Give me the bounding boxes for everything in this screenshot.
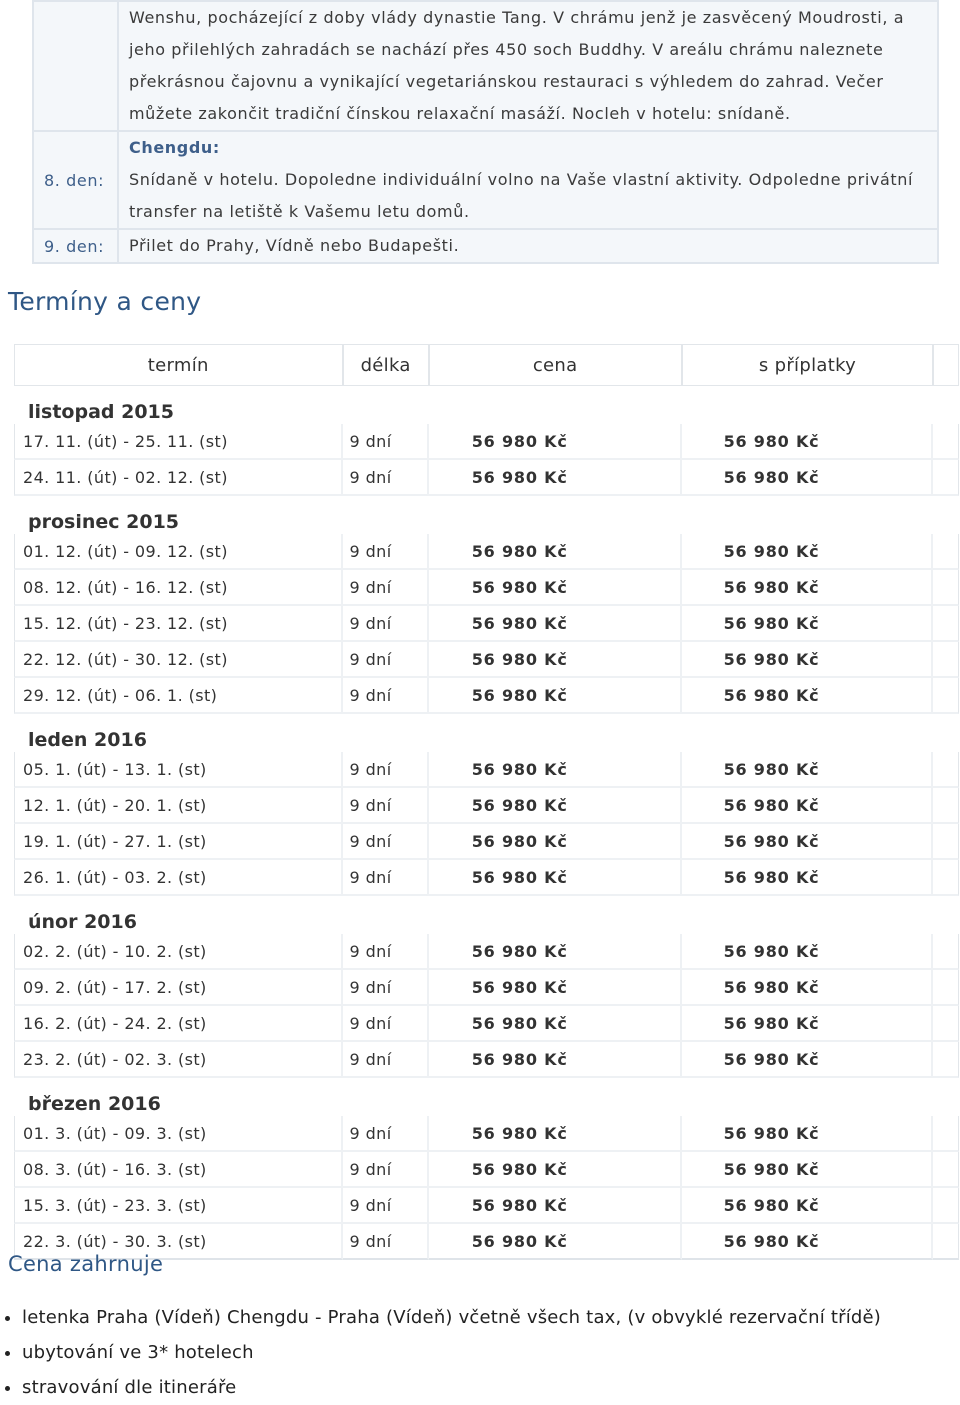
surcharge-cell: 56 980 Kč — [682, 1224, 934, 1260]
surcharge-cell: 56 980 Kč — [682, 460, 934, 496]
spacer-cell — [933, 860, 959, 896]
price-cell: 56 980 Kč — [429, 1042, 682, 1078]
surcharge-cell: 56 980 Kč — [682, 752, 934, 788]
spacer-cell — [933, 606, 959, 642]
price-cell: 56 980 Kč — [429, 860, 682, 896]
spacer-cell — [933, 824, 959, 860]
itinerary-line: můžete zakončit tradiční čínskou relaxační masáží. Nocleh v hotelu: snídaně. — [129, 104, 791, 123]
term-cell: 15. 3. (út) - 23. 3. (st) — [14, 1188, 343, 1224]
itinerary-row — [33, 1, 938, 131]
spacer-cell — [933, 570, 959, 606]
spacer-cell — [933, 1188, 959, 1224]
spacer-cell — [933, 1116, 959, 1152]
spacer-cell — [933, 642, 959, 678]
surcharge-cell: 56 980 Kč — [682, 1116, 934, 1152]
spacer-cell — [933, 460, 959, 496]
table-row — [14, 1042, 959, 1078]
spacer-cell — [933, 678, 959, 714]
spacer-cell — [933, 934, 959, 970]
price-cell: 56 980 Kč — [429, 642, 682, 678]
term-cell: 15. 12. (út) - 23. 12. (st) — [14, 606, 343, 642]
price-cell: 56 980 Kč — [429, 1224, 682, 1260]
term-cell: 08. 3. (út) - 16. 3. (st) — [14, 1152, 343, 1188]
term-cell: 12. 1. (út) - 20. 1. (st) — [14, 788, 343, 824]
surcharge-cell: 56 980 Kč — [682, 678, 934, 714]
term-cell: 01. 12. (út) - 09. 12. (st) — [14, 534, 343, 570]
prices-table — [14, 344, 959, 1260]
length-cell: 9 dní — [343, 824, 429, 860]
term-cell: 23. 2. (út) - 02. 3. (st) — [14, 1042, 343, 1078]
term-cell: 29. 12. (út) - 06. 1. (st) — [14, 678, 343, 714]
surcharge-cell: 56 980 Kč — [682, 424, 934, 460]
itinerary-day: 9. den: — [33, 229, 118, 263]
price-cell: 56 980 Kč — [429, 1152, 682, 1188]
surcharge-cell: 56 980 Kč — [682, 824, 934, 860]
list-item: • letenka Praha (Vídeň) Chengdu - Praha (Vídeň) včetně všech tax, (v obvyklé rezervační třídě) — [22, 1300, 881, 1335]
spacer-cell — [933, 1152, 959, 1188]
table-row — [14, 570, 959, 606]
length-cell: 9 dní — [343, 678, 429, 714]
term-cell: 05. 1. (út) - 13. 1. (st) — [14, 752, 343, 788]
surcharge-cell: 56 980 Kč — [682, 1188, 934, 1224]
itinerary-row — [33, 131, 938, 229]
price-cell: 56 980 Kč — [429, 1006, 682, 1042]
surcharge-cell: 56 980 Kč — [682, 970, 934, 1006]
itinerary-location: Chengdu: — [129, 138, 220, 157]
table-row — [14, 1116, 959, 1152]
surcharge-cell: 56 980 Kč — [682, 1042, 934, 1078]
table-row — [14, 1152, 959, 1188]
term-cell: 19. 1. (út) - 27. 1. (st) — [14, 824, 343, 860]
table-row — [14, 752, 959, 788]
term-cell: 26. 1. (út) - 03. 2. (st) — [14, 860, 343, 896]
table-row — [14, 534, 959, 570]
price-cell: 56 980 Kč — [429, 424, 682, 460]
term-cell: 16. 2. (út) - 24. 2. (st) — [14, 1006, 343, 1042]
spacer-cell — [933, 1006, 959, 1042]
itinerary-row — [33, 229, 938, 263]
price-cell: 56 980 Kč — [429, 678, 682, 714]
surcharge-cell: 56 980 Kč — [682, 606, 934, 642]
length-cell: 9 dní — [343, 1188, 429, 1224]
list-item: • stravování dle itineráře — [22, 1370, 881, 1405]
price-includes-heading: Cena zahrnuje — [8, 1252, 164, 1276]
table-row — [14, 970, 959, 1006]
price-cell: 56 980 Kč — [429, 1116, 682, 1152]
surcharge-cell: 56 980 Kč — [682, 1152, 934, 1188]
column-header-length: délka — [343, 344, 429, 386]
price-cell: 56 980 Kč — [429, 970, 682, 1006]
column-header-spacer — [933, 344, 959, 386]
length-cell: 9 dní — [343, 970, 429, 1006]
spacer-cell — [933, 1224, 959, 1260]
price-includes-list — [0, 1300, 881, 1405]
length-cell: 9 dní — [343, 1006, 429, 1042]
price-cell: 56 980 Kč — [429, 788, 682, 824]
month-row — [14, 496, 959, 534]
price-cell: 56 980 Kč — [429, 934, 682, 970]
dates-prices-heading: Termíny a ceny — [8, 287, 202, 316]
surcharge-cell: 56 980 Kč — [682, 860, 934, 896]
spacer-cell — [933, 534, 959, 570]
length-cell: 9 dní — [343, 570, 429, 606]
itinerary-line: Snídaně v hotelu. Dopoledne individuální volno na Vaše vlastní aktivity. Odpoledne privátní — [129, 170, 914, 189]
length-cell: 9 dní — [343, 606, 429, 642]
month-label: leden 2016 — [28, 729, 147, 751]
length-cell: 9 dní — [343, 424, 429, 460]
table-row — [14, 460, 959, 496]
month-row — [14, 386, 959, 424]
column-header-price: cena — [429, 344, 682, 386]
term-cell: 22. 12. (út) - 30. 12. (st) — [14, 642, 343, 678]
length-cell: 9 dní — [343, 1152, 429, 1188]
length-cell: 9 dní — [343, 1042, 429, 1078]
itinerary-line: transfer na letiště k Vašemu letu domů. — [129, 202, 470, 221]
surcharge-cell: 56 980 Kč — [682, 788, 934, 824]
price-cell: 56 980 Kč — [429, 460, 682, 496]
length-cell: 9 dní — [343, 860, 429, 896]
table-row — [14, 1006, 959, 1042]
table-row — [14, 678, 959, 714]
table-row — [14, 788, 959, 824]
length-cell: 9 dní — [343, 788, 429, 824]
itinerary-text — [118, 131, 938, 229]
itinerary-table — [32, 0, 939, 264]
length-cell: 9 dní — [343, 1224, 429, 1260]
length-cell: 9 dní — [343, 642, 429, 678]
spacer-cell — [933, 1042, 959, 1078]
price-cell: 56 980 Kč — [429, 824, 682, 860]
price-cell: 56 980 Kč — [429, 570, 682, 606]
length-cell: 9 dní — [343, 752, 429, 788]
list-item: • ubytování ve 3* hotelech — [22, 1335, 881, 1370]
length-cell: 9 dní — [343, 1116, 429, 1152]
term-cell: 22. 3. (út) - 30. 3. (st) — [14, 1224, 343, 1260]
length-cell: 9 dní — [343, 934, 429, 970]
surcharge-cell: 56 980 Kč — [682, 1006, 934, 1042]
itinerary-line: Wenshu, pocházející z doby vlády dynastie Tang. V chrámu jenž je zasvěcený Moudrosti, a — [129, 8, 905, 27]
itinerary-text — [118, 1, 938, 131]
term-cell: 08. 12. (út) - 16. 12. (st) — [14, 570, 343, 606]
month-label: únor 2016 — [28, 911, 137, 933]
itinerary-day — [33, 1, 118, 131]
itinerary-line: Přilet do Prahy, Vídně nebo Budapešti. — [129, 236, 460, 255]
prices-header-row — [14, 344, 959, 386]
itinerary-line: překrásnou čajovnu a vynikající vegetariánskou restauraci s výhledem do zahrad. Večer — [129, 72, 884, 91]
table-row — [14, 606, 959, 642]
term-cell: 01. 3. (út) - 09. 3. (st) — [14, 1116, 343, 1152]
table-row — [14, 824, 959, 860]
surcharge-cell: 56 980 Kč — [682, 534, 934, 570]
term-cell: 17. 11. (út) - 25. 11. (st) — [14, 424, 343, 460]
table-row — [14, 860, 959, 896]
spacer-cell — [933, 788, 959, 824]
itinerary-line: jeho přilehlých zahradách se nachází přes 450 soch Buddhy. V areálu chrámu naleznete — [129, 40, 884, 59]
column-header-surcharge: s příplatky — [682, 344, 934, 386]
spacer-cell — [933, 752, 959, 788]
spacer-cell — [933, 424, 959, 460]
length-cell: 9 dní — [343, 534, 429, 570]
spacer-cell — [933, 970, 959, 1006]
table-row — [14, 642, 959, 678]
month-row — [14, 896, 959, 934]
term-cell: 02. 2. (út) - 10. 2. (st) — [14, 934, 343, 970]
term-cell: 09. 2. (út) - 17. 2. (st) — [14, 970, 343, 1006]
month-label: listopad 2015 — [28, 401, 174, 423]
price-cell: 56 980 Kč — [429, 1188, 682, 1224]
term-cell: 24. 11. (út) - 02. 12. (st) — [14, 460, 343, 496]
surcharge-cell: 56 980 Kč — [682, 570, 934, 606]
month-label: prosinec 2015 — [28, 511, 180, 533]
month-row — [14, 714, 959, 752]
column-header-term: termín — [14, 344, 343, 386]
table-row — [14, 934, 959, 970]
month-row — [14, 1078, 959, 1116]
itinerary-text — [118, 229, 938, 263]
table-row — [14, 1188, 959, 1224]
length-cell: 9 dní — [343, 460, 429, 496]
surcharge-cell: 56 980 Kč — [682, 934, 934, 970]
price-cell: 56 980 Kč — [429, 534, 682, 570]
itinerary-day: 8. den: — [33, 131, 118, 229]
month-label: březen 2016 — [28, 1093, 161, 1115]
table-row — [14, 424, 959, 460]
surcharge-cell: 56 980 Kč — [682, 642, 934, 678]
price-cell: 56 980 Kč — [429, 606, 682, 642]
price-cell: 56 980 Kč — [429, 752, 682, 788]
